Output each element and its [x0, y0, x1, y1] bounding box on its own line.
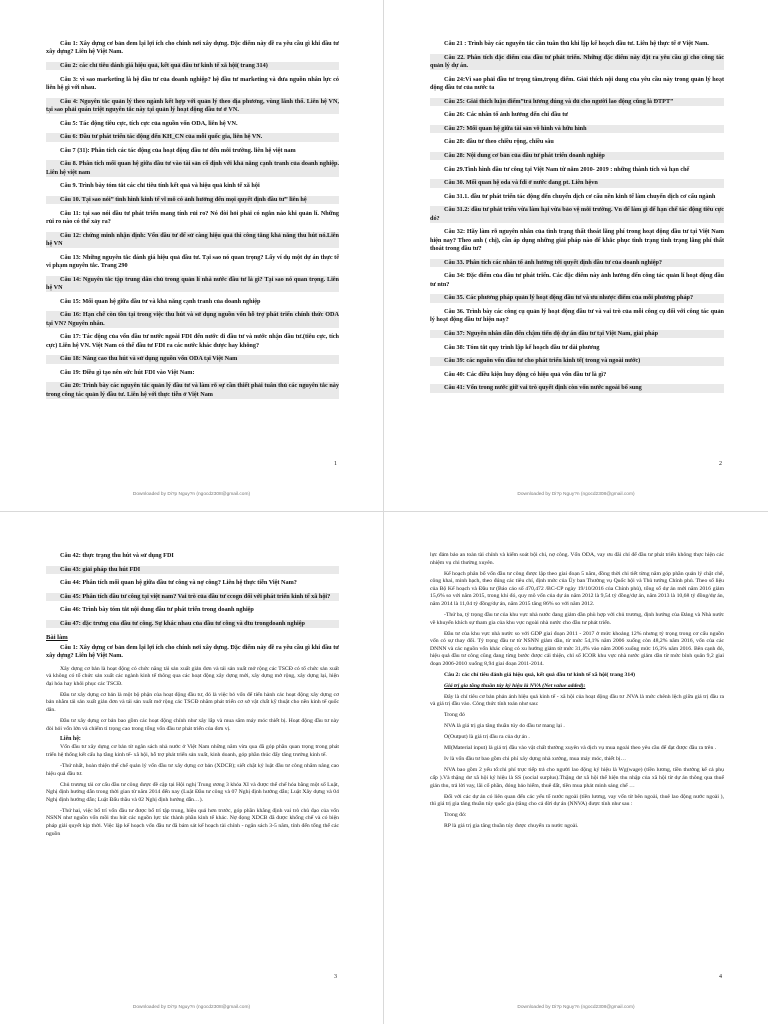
page-2: [384, 0, 768, 512]
paragraph: O(Output) là giá trị đầu ra của dự án .: [444, 734, 530, 741]
question-item: Câu 17: Tác động của vốn đầu tư nước ngoài FDI đến nước đi đầu tư và nước nhận đầu tư.(tiêu cực, tích cực) Liên hệ VN. Việt Nam có thể đầu tư FDI ra các nước khác được hay không?: [46, 333, 339, 349]
question-item: Câu 46: Trình bày tóm tắt nội dung đầu tư phát triển trong doanh nghiệp: [60, 606, 254, 614]
question-item: Câu 39: các nguồn vốn đầu tư cho phát triển kinh tế( trong và ngoài nước): [430, 357, 724, 365]
question-item: Câu 47: đặc trưng của đầu tư công. Sự khác nhau của đầu tư công và đtu trongdoanh nghiệp: [46, 620, 339, 628]
page-number: 3: [334, 974, 337, 980]
paragraph: NVA là giá trị gia tăng thuần túy do đầu tư mang lại .: [444, 723, 565, 730]
paragraph: Chủ trương tái cơ cấu đầu tư công được đề cập tại Hội nghị Trung ương 3 khóa XI và được thể chế hóa bằng một số Luật, Nghị định hướng dẫn trong thời gian từ năm 2014 đến nay (Luật Đầu tư công và 07 Nghị định hướng dẫn; Luật Xây dựng và 04 Nghị định hướng dẫn; Luật Đấu thầu và 02 Nghị định hướng dẫn…).: [46, 781, 339, 803]
section-title: Bài làm: [46, 633, 68, 641]
question-item: Câu 40: Các điều kiện huy động có hiệu quả vốn đầu tư là gì?: [444, 370, 607, 378]
lienhe-title: Liên hệ:: [60, 736, 81, 743]
question-item: Câu 36. Trình bày các công cụ quản lý hoạt động đầu tư và vai trò của mỗi công cụ đối với công tác quản lý hoạt động đầu tư hiện nay?: [430, 307, 724, 324]
question-item: Câu 37: Nguyên nhân dẫn đến chậm tiến độ dự án đầu tư tại Việt Nam, giải pháp: [430, 330, 724, 338]
question-item: Câu 29.Tình hình đầu tư công tại Việt Nam từ năm 2010- 2019 : những thành tích và hạn chế: [444, 165, 690, 173]
paragraph: Đây là chỉ tiêu cơ bản phản ánh hiệu quả kinh tế - xã hội của hoạt động đầu tư .NVA là mức chênh lệch giữa giá trị đầu ra và giá trị đầu vào. Công thức tính toán như sau:: [430, 693, 724, 708]
question-item: Câu 15: Mối quan hệ giữa đầu tư và khả năng cạnh tranh của doanh nghiệp: [60, 297, 261, 305]
question-item: Câu 25: Giải thích luận điểm”trả lương đúng và đủ cho người lao động cũng là ĐTPT”: [430, 98, 724, 106]
question-item: Câu 9. Trình bày tóm tắt các chỉ tiêu tính kết quả và hiệu quả kinh tế xã hội: [60, 182, 260, 190]
paragraph: Đối với các dự án có liên quan đến các yếu tố nước ngoài (tiền lương, vay vốn từ bên ngoài, thuê lao động nước ngoài ), thì giá trị gia tăng thuần túy quốc gia (tăng cho cả đời dự án (NNVA) được tính như sau :: [430, 793, 724, 808]
nva-title: Giá trị gia tăng thuần túy ký hiệu là NVA (Net value added):: [444, 682, 586, 689]
question-item: Câu 1: Xây dựng cơ bản đem lại lợi ích cho chính nơi xây dựng. Đặc điểm này đề ra yêu cầu gì khi đầu tư xây dựng? Liên hệ Việt Nam.: [46, 40, 339, 56]
question-item: Câu 43: giải pháp thu hút FDI: [46, 566, 339, 574]
download-footer: Downloaded by Di?p Nguy?n (ngocd2308@gmail.com): [517, 1005, 635, 1010]
question-item: Câu 13: Những nguyên tắc đánh giá hiệu quả đầu tư. Tại sao nó quan trọng? Lấy ví dụ một dự án thực tế vi phạm nguyên tắc. Trang 290: [46, 253, 339, 269]
paragraph: Trong đó: [444, 712, 465, 719]
page-1-content: [46, 40, 339, 471]
paragraph: lực đảm bảo an toàn tài chính và kiểm soát bội chi, nợ công. Vốn ODA, vay ưu đãi chỉ để đầu tư phát triển không thực hiện các nhiệm vụ chi thường xuyên.: [430, 552, 724, 566]
answer-question: Câu 1: Xây dựng cơ bản đem lại lợi ích cho chính nơi xây dựng. Đặc điểm này đề ra yêu cầu gì khi đầu tư xây dựng? Liên hệ Việt Nam.: [46, 643, 339, 659]
question-item: Câu 28: Nội dung cơ bản của đầu tư phát triển doanh nghiệp: [430, 152, 724, 160]
question-item: Câu 45: Phân tích đầu tư công tại việt nam? Vai trò của đầu tư ccogn đối với phát triển kinh tế xã hội?: [46, 593, 339, 601]
paragraph: Vốn đầu tư xây dựng cơ bản từ ngân sách nhà nước ở Việt Nam những năm vừa qua đã góp phần quan trọng trong phát triển hệ thống kết cấu hạ tầng kinh tế- xã hội, hỗ trợ phát triển sản xuất, kinh doanh, góp phần thúc đẩy tăng trưởng kinh tế.: [46, 744, 339, 759]
page-3-content: [46, 552, 339, 984]
question-item: Câu 4: Nguyên tắc quản lý theo ngành kết hợp với quản lý theo địa phương, vùng lãnh thổ. Liên hệ VN, tại sao phải quán triệt nguyên tắc này tại quản lý hoạt động đầu tư ở VN.: [46, 97, 339, 113]
question-item: Câu 7 (31): Phân tích các tác động của hoạt động đầu tư đến môi trường. liên hệ việt nam: [60, 146, 296, 154]
page-4: [384, 512, 768, 1024]
question-item: Câu 10. Tại sao nói” tình hình kinh tế vĩ mô có ảnh hưởng đến mọi quyết định đầu tư” liên hệ: [46, 196, 339, 204]
paragraph: Đầu tư của khu vực nhà nước so với GDP giai đoạn 2011 - 2017 ở mức khoảng 12% nhưng tỷ trọng trong cơ cấu nguồn vốn có sự thay đổi. Tỷ trọng đầu tư từ NSNN giảm dần, từ mức 54,1% năm 2006 xuống còn 48,2% năm 2016, vốn của các DNNN và các nguồn vốn khác cũng có xu hướng giảm từ mức 31,4% vào năm 2006 xuống mức 16,3% năm 2016. Bên cạnh đó, hiệu quả đầu tư công cũng đang từng bước được cải thiện, chỉ số ICOR khu vực nhà nước giảm dần từ mức bình quân 9,2 giai đoạn 2006-2010 xuống 8,94 giai đoạn 2011-2014.: [430, 630, 724, 667]
question-item: Câu 34: Đặc điểm của đầu tư phát triển. Các đặc điểm này ảnh hưởng đến công tác quản lí hoạt động đầu tư ntn?: [430, 272, 724, 288]
paragraph: RP là giá trị gia tăng thuần túy được chuyển ra nước ngoài.: [444, 823, 579, 830]
page-number: 4: [719, 974, 722, 980]
page-2-content: [430, 40, 724, 471]
paragraph: Kế hoạch phân bổ vốn đầu tư công được lập theo giai đoạn 5 năm, đồng thời chi tiết từng năm góp phần quản lý chặt chẽ, công khai, minh bạch, theo đúng các tiêu chí, định mức của Ủy ban Thường vụ Quốc hội và Thủ tướng Chính phủ. Theo số liệu của Bộ Kế hoạch và Đầu tư (Báo cáo số 470,472 /BC-CP ngày 19/10/2016 của Chính phủ), tổng số dự án mới năm 2016 giảm 15,6% so với năm 2015, trong khi đó, quy mô vốn của dự án năm 2012 là 9,54 tỷ đồng/dự án, năm 2013 là 10,68 tỷ đồng/dự án, năm 2014 là 11,04 tỷ đồng/dự án, năm 2015 tăng 86% so với năm 2012.: [430, 570, 724, 607]
question-item: Câu 2: các chỉ tiêu đánh giá hiệu quả, kết quả đầu tư kinh tế xã hội( trang 314): [46, 62, 339, 70]
question-item: Câu 44: Phân tích mối quan hệ giữa đầu tư công và nợ công? Liên hệ thực tiễn Việt Nam?: [60, 579, 297, 587]
question-item: Câu 20: Trình bày các nguyên tắc quản lý đầu tư và làm rõ sự cần thiết phải tuân thủ các nguyên tắc này trong công tác quản lý đầu tư. Liên hệ với thực tiễn ở Việt Nam: [46, 382, 339, 398]
download-footer: Downloaded by Di?p Nguy?n (ngocd2308@gmail.com): [132, 492, 251, 497]
download-footer: Downloaded by Di?p Nguy?n (ngocd2308@gmail.com): [517, 492, 635, 497]
paragraph: MI(Material input) là giá trị đầu vào vật chất thường xuyên và dịch vụ mua ngoài theo yêu cầu để đạt được đầu ra trên .: [444, 745, 717, 752]
question-item: Câu 5: Tác động tiêu cực, tích cực của nguồn vốn ODA, liên hệ VN.: [60, 119, 238, 127]
question-item: Câu 33. Phân tích các nhân tố ảnh hưởng tới quyết định đầu tư của doanh nghiệp?: [430, 259, 724, 267]
question-item: Câu 42: thực trạng thu hút và sử dụng FDI: [60, 552, 174, 559]
question-item: Câu 22. Phân tích đặc điểm của đầu tư phát triển. Những đặc điểm này đặt ra yêu cầu gì cho công tác quản lý dự án.: [430, 53, 724, 69]
question-item: Câu 27: Mối quan hệ giữa tài sản vô hình và hữu hình: [430, 125, 724, 133]
paragraph: Đầu tư xây dựng cơ bản bao gồm các hoạt động chính như xây lắp và mua sắm máy móc thiết bị. Hoạt động đầu tư này đòi hỏi vốn lớn và chiếm tỉ trọng cao trong tổng vốn đầu tư phát triển của đơn vị.: [46, 717, 339, 732]
paragraph: NVA bao gồm 2 yếu tố:chi phí trực tiếp trả cho người lao động ký hiệu là Wg(wage) (tiền lương, tiền thưởng kể cả phụ cấp ).Và thặng dư xã hội ký hiệu là SS (social surplus).Thặng dư xã hội thể hiện thu nhập của xã hội từ dự án thông qua thuế gián thu, trả lời vay, lãi cổ phần, đóng bảo hiểm, thuê đất, tiền mua phát minh sáng chế …: [430, 767, 724, 789]
question-item: Câu 31.1. đầu tư phát triển tác động đến chuyển dịch cơ cấu nền kinh tế làm chuyển dịch cơ cấu ngành: [444, 192, 716, 200]
paragraph: -Thứ nhất, hoàn thiện thể chế quản lý vốn đầu tư xây dựng cơ bản (XDCB); siết chặt kỷ luật đầu tư công nhằm nâng cao hiệu quả đầu tư.: [46, 763, 339, 777]
question-item: Câu 8. Phân tích mối quan hệ giữa đầu tư vào tài sản cố định với khả năng cạnh tranh của doanh nghiệp. Liên hệ việt nam: [46, 160, 339, 176]
question-item: Câu 38: Tóm tắt quy trình lập kế hoạch đầu tư dài phương: [444, 343, 600, 351]
paragraph: Xây dựng cơ bản là hoạt động có chức năng tái sản xuất giản đơn và tái sản xuất mở rộng các TSCĐ có tổ chức sản xuất và không có tổ chức sản xuất các ngành kinh tế thông qua các hoạt động xây dựng mới, xây dựng mở rộng, xây dựng lại, hiện đại hóa hay khôi phục các TSCĐ.: [46, 665, 339, 687]
question-item: Câu 35. Các phương pháp quản lý hoạt động đầu tư và ưu nhược điểm của mỗi phương pháp?: [430, 294, 724, 302]
question-item: Câu 28: đầu tư theo chiều rộng, chiều sâu: [444, 138, 554, 146]
question-item: Câu 11: tại sao nói đầu tư phát triển mang tính rủi ro? Nó đòi hỏi phải có ngắn nào khi quản lí. Những rủi ro nào có thể xảy ra?: [46, 209, 339, 225]
question-heading: Câu 2: các chỉ tiêu đánh giá hiệu quả, kết quả đầu tư kinh tế xã hội( trang 314): [444, 671, 635, 678]
question-item: Câu 30. Mối quan hệ oda và fdi ở nước đang pt. Liên hệvn: [430, 179, 724, 187]
paragraph: Iv là vốn đầu tư bao gồm chi phí xây dựng nhà xưởng, mua máy móc, thiết bị…: [444, 756, 627, 763]
question-item: Câu 26: Các nhân tố ảnh hưởng đến chi đầu tư: [444, 111, 568, 119]
question-item: Câu 3: vì sao marketing là hệ đầu tư của doanh nghiệp? hệ đầu tư marketing và đưa nguồn nhân lực có liên hệ gì với nhau.: [46, 75, 339, 91]
question-item: Câu 21 : Trình bày các nguyên tắc cần tuân thủ khi lập kế hoạch đầu tư. Liên hệ thực tế ở Việt Nam.: [444, 40, 709, 47]
question-item: Câu 24:Vì sao phải đầu tư trọng tâm,trọng điểm. Giải thích nội dung của yêu cầu này trong quản lý hoạt động đầu tư của nước ta: [430, 75, 724, 91]
page-3: [0, 512, 384, 1024]
page-4-content: [430, 552, 724, 984]
question-item: Câu 12: chứng minh nhận định: Vốn đầu tư để sử càng hiệu quả thì công tăng khả năng thu hút nó.Liên hệ VN: [46, 231, 339, 247]
paragraph: Đầu tư xây dựng cơ bản là một bộ phận của hoạt động đầu tư, đó là việc bỏ vốn để tiến hành các hoạt động xây dựng cơ bản nhằm tái sản xuất giản đơn và tái sản xuất mở rộng các TSCĐ nhằm phát triển cơ sở vật chất kỹ thuật cho nền kinh tế quốc dân.: [46, 691, 339, 713]
question-item: Câu 14: Nguyên tắc tập trung dân chủ trong quản lí nhà nước đầu tư là gì? Tại sao nó quan trọng. Liên hệ VN: [46, 275, 339, 291]
paragraph: -Thứ hai, việc bố trí vốn đầu tư được bố trí tập trung, hiệu quả hơn trước, góp phần khẳng định vai trò chủ đạo của vốn NSNN như nguồn vốn mồi thu hút các nguồn lực tác thành phần kinh tế khác. Nợ đọng XDCB đã được khống chế và có biện pháp giải quyết kịp thời. Việc lập kế hoạch vốn đầu tư đã bám sát kế hoạch tài chính - ngân sách 3-5 năm, tính đến tổng thể các nguồn: [46, 807, 339, 837]
page-number: 1: [334, 461, 337, 467]
question-item: Câu 31.2: đầu tư phát triển vừa làm hại vừa bảo vệ môi trường. Vn để làm gì để hạn chế tác động tiêu cực đó?: [430, 206, 724, 222]
question-item: Câu 6: Đầu tư phát triển tác động đến KH_CN của mỗi quốc gia, liên hệ VN.: [46, 133, 339, 141]
download-footer: Downloaded by Di?p Nguy?n (ngocd2308@gmail.com): [132, 1005, 251, 1010]
question-item: Câu 32: Hãy làm rõ nguyên nhân của tình trạng thất thoát lãng phí trong hoạt động đầu tư tại Việt Nam hiện nay? Theo anh ( chị), cần áp dụng những giải pháp nào để khắc phục tình trạng tình trạng lãng phí thất thoát trong đầu tư?: [430, 228, 724, 253]
paragraph: Trong đó:: [444, 812, 467, 819]
page-number: 2: [719, 461, 722, 467]
question-item: Câu 16: Hạn chế còn tồn tại trong việc thu hút và sử dụng nguồn vốn hỗ trợ phát triển chính thức ODA tại VN? Nguyên nhân.: [46, 311, 339, 327]
page-1: [0, 0, 384, 512]
paragraph: -Thứ ba, tỷ trọng đầu tư của khu vực nhà nước đang giảm dần phù hợp với chủ trương, định hướng của Đảng và Nhà nước về khuyến khích sự tham gia của khu vực ngoài nhà nước cho đầu tư phát triển.: [430, 611, 724, 626]
question-item: Câu 41: Vốn trong nước giữ vai trò quyết định còn vốn nước ngoài bổ sung: [430, 384, 724, 392]
question-item: Câu 18: Nâng cao thu hút và sử dụng nguồn vốn ODA tại Việt Nam: [46, 355, 339, 363]
question-item: Câu 19: Điều gì tạo nên sức hút FDI vào Việt Nam:: [60, 368, 195, 376]
